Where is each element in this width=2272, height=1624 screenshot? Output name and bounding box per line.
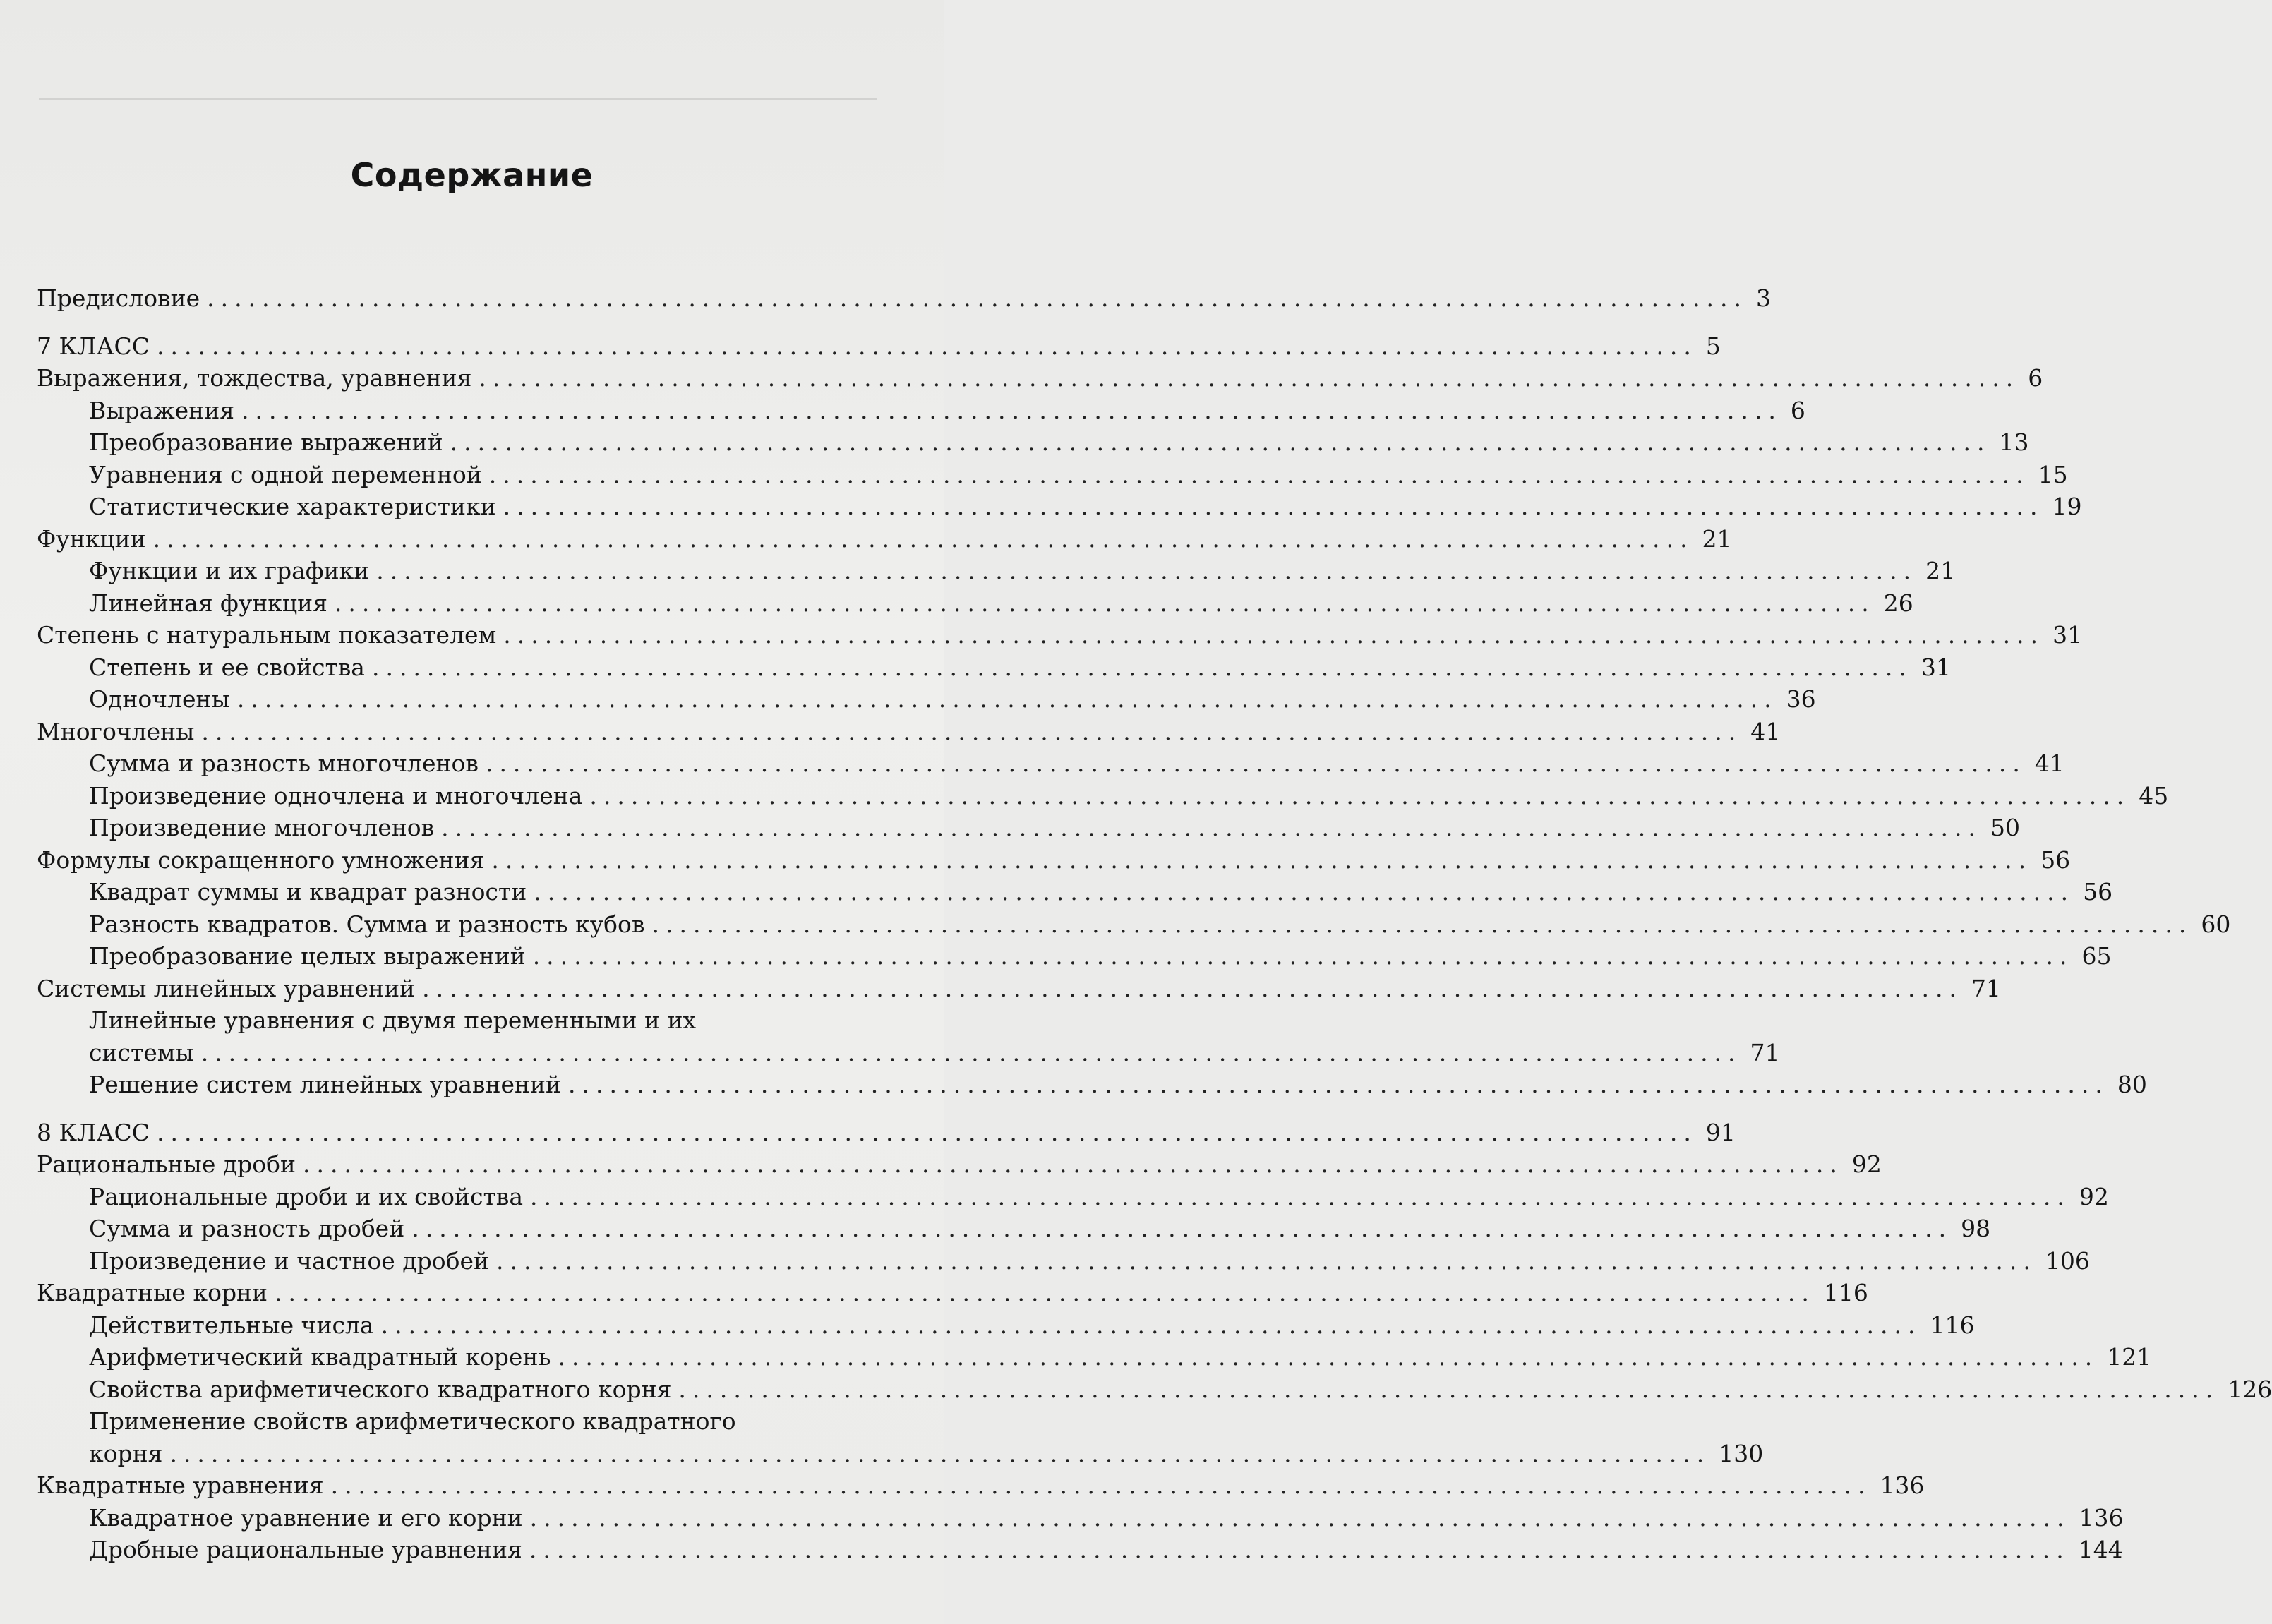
toc-entry-title: Преобразование целых выражений (89, 942, 526, 970)
leader-dots: ................................................................................................................ (558, 1343, 2099, 1371)
toc-grade-heading (37, 330, 1721, 363)
toc-entry-title: Произведение одночлена и многочлена (89, 781, 583, 810)
toc-entry-title: Сумма и разность дробей (89, 1215, 405, 1242)
toc-subentry (37, 1069, 2147, 1101)
toc-entry-page: 41 (1750, 717, 1781, 745)
toc-grade-heading (37, 1117, 1736, 1149)
toc-subentry (37, 1213, 1991, 1245)
toc-entry-title: корня (89, 1439, 163, 1467)
leader-dots: ................................................................................................................ (330, 1472, 1872, 1499)
toc-subentry-line1 (37, 1004, 868, 1037)
toc-entry-title: Выражения (89, 396, 235, 424)
toc-entry-page: 56 (2083, 878, 2113, 906)
toc-entry-page: 91 (1705, 1118, 1736, 1146)
leader-dots: ................................................................................................................ (207, 284, 1748, 312)
toc-entry-title: Квадратное уравнение и его корни (89, 1503, 523, 1532)
leader-dots: ................................................................................................................ (529, 1503, 2071, 1532)
toc-entry-title: Функции (37, 524, 146, 553)
toc-subentry (37, 1181, 2109, 1213)
toc-entry-title: Системы линейных уравнений (37, 974, 416, 1002)
toc-entry-page: 71 (1750, 1038, 1780, 1066)
toc-entry-title: Степень и ее свойства (89, 653, 365, 681)
toc-subentry (37, 651, 1951, 684)
leader-dots: ................................................................................................................ (422, 974, 1963, 1002)
leader-dots: ................................................................................................................ (201, 717, 1743, 745)
toc-entry-title: Дробные рациональные уравнения (89, 1536, 522, 1563)
toc-subentry (37, 395, 1805, 427)
leader-dots: ................................................................................................................ (241, 396, 1782, 424)
toc-entry-title: Квадрат суммы и квадрат разности (89, 878, 527, 906)
toc-entry-page: 36 (1786, 685, 1816, 713)
bleed-through-header (39, 67, 877, 100)
toc-entry-title: Предисловие (37, 284, 200, 312)
toc-entry-page: 106 (2045, 1246, 2090, 1275)
toc-entry-page: 65 (2081, 942, 2112, 970)
leader-dots: ................................................................................................................ (589, 781, 2131, 810)
toc-entry-page: 116 (1823, 1279, 1868, 1306)
toc-subentry (37, 587, 1913, 620)
toc-entry-title: Сумма и разность многочленов (89, 750, 479, 777)
leader-dots: ................................................................................................................ (157, 1118, 1697, 1146)
leader-dots: ................................................................................................................ (488, 460, 2030, 488)
toc-entry-page: 13 (1999, 428, 2029, 456)
leader-dots: ................................................................................................................ (441, 814, 1983, 841)
toc-entry-title: Произведение и частное дробей (89, 1246, 490, 1275)
toc-entry-title: 7 КЛАСС (37, 332, 150, 360)
toc-entry (37, 362, 2043, 395)
toc-entry-page: 92 (2079, 1182, 2109, 1210)
toc-subentry-line1 (37, 1405, 868, 1438)
toc-subentry (37, 1309, 1975, 1342)
leader-dots: ................................................................................................................ (568, 1071, 2109, 1098)
toc-entry-page: 41 (2034, 750, 2064, 777)
toc-entry-page: 92 (1851, 1150, 1882, 1178)
table-of-contents (37, 282, 2272, 1566)
toc-subentry (37, 908, 2231, 941)
toc-entry-page: 31 (2052, 621, 2083, 649)
toc-entry-title: Функции и их графики (89, 557, 370, 584)
toc-subentry-line2 (37, 1037, 1780, 1069)
toc-entry-page: 21 (1925, 557, 1956, 584)
toc-entry-title: Одночлены (89, 685, 230, 713)
toc-entry-page: 50 (1990, 814, 2021, 841)
toc-entry-page: 45 (2139, 781, 2169, 810)
toc-subentry (37, 426, 2029, 459)
toc-entry (37, 619, 2083, 651)
toc-entry-page: 3 (1756, 284, 1772, 312)
toc-entry (37, 523, 1732, 555)
toc-entry-title: Произведение многочленов (89, 814, 435, 841)
toc-subentry (37, 1245, 2090, 1277)
toc-entry-page: 19 (2052, 493, 2082, 520)
toc-entry-page: 130 (1719, 1439, 1764, 1467)
toc-entry-title: 8 КЛАСС (37, 1118, 150, 1146)
toc-subentry (37, 812, 2021, 844)
toc-subentry (37, 747, 2064, 780)
toc-entry-title: Рациональные дроби и их свойства (89, 1182, 523, 1210)
toc-entry-page: 136 (2079, 1503, 2124, 1532)
toc-subentry (37, 1502, 2124, 1534)
toc-entry (37, 716, 1781, 748)
toc-subentry (37, 876, 2113, 908)
toc-entry-title: Формулы сокращенного умножения (37, 846, 485, 874)
toc-entry-title: Линейная функция (89, 589, 327, 617)
toc-entry-page: 6 (1790, 396, 1805, 424)
toc-entry-title: Арифметический квадратный корень (89, 1343, 551, 1371)
leader-dots: ................................................................................................................ (303, 1150, 1844, 1178)
toc-entry-page: 5 (1705, 332, 1721, 360)
toc-entry (37, 1148, 1882, 1181)
toc-entry (37, 1469, 1925, 1502)
toc-subentry (37, 491, 2082, 523)
toc-entry-page: 80 (2117, 1071, 2147, 1098)
leader-dots: ................................................................................................................ (200, 1038, 1742, 1066)
toc-entry-title: Линейные уравнения с двумя переменными и их (89, 1006, 697, 1034)
leader-dots: ................................................................................................................ (376, 557, 1918, 584)
toc-entry-title: системы (89, 1038, 194, 1066)
toc-entry-title: Квадратные уравнения (37, 1472, 324, 1499)
toc-entry-page: 6 (2028, 364, 2043, 392)
leader-dots: ................................................................................................................ (503, 621, 2045, 649)
leader-dots: ................................................................................................................ (503, 493, 2044, 520)
toc-entry-title: Решение систем линейных уравнений (89, 1071, 561, 1098)
toc-entry-page: 144 (2078, 1536, 2123, 1563)
toc-entry-title: Квадратные корни (37, 1279, 268, 1306)
leader-dots: ................................................................................................................ (651, 910, 2193, 938)
toc-entry-title: Применение свойств арифметического квадратного (89, 1407, 736, 1435)
toc-entry (37, 282, 1772, 315)
toc-subentry (37, 683, 1816, 716)
toc-entry-page: 136 (1880, 1472, 1925, 1499)
toc-entry-page: 121 (2107, 1343, 2152, 1371)
toc-entry-page: 71 (1971, 974, 2001, 1002)
leader-dots: ................................................................................................................ (534, 878, 2075, 906)
toc-entry-page: 26 (1883, 589, 1913, 617)
toc-entry (37, 1277, 1868, 1309)
leader-dots: ................................................................................................................ (496, 1246, 2037, 1275)
leader-dots: ................................................................................................................ (275, 1279, 1815, 1306)
leader-dots: ................................................................................................................ (380, 1311, 1922, 1339)
toc-subentry (37, 940, 2112, 973)
toc-entry-title: Рациональные дроби (37, 1150, 296, 1178)
toc-subentry (37, 1341, 2152, 1373)
toc-subentry (37, 780, 2169, 812)
page-title: Содержание (350, 155, 594, 194)
toc-entry-title: Статистические характеристики (89, 493, 496, 520)
leader-dots: ................................................................................................................ (157, 332, 1697, 360)
toc-entry-page: 60 (2201, 910, 2231, 938)
toc-subentry (37, 459, 2068, 491)
toc-entry-title: Степень с натуральным показателем (37, 621, 497, 649)
leader-dots: ................................................................................................................ (532, 942, 2074, 970)
toc-entry-title: Уравнения с одной переменной (89, 460, 482, 488)
toc-entry-page: 56 (2040, 846, 2071, 874)
leader-dots: ................................................................................................................ (152, 524, 1694, 553)
leader-dots: ................................................................................................................ (371, 653, 1913, 681)
toc-entry-title: Выражения, тождества, уравнения (37, 364, 472, 392)
toc-subentry (37, 1534, 2123, 1566)
toc-subentry (37, 555, 1956, 587)
toc-entry-page: 21 (1702, 524, 1732, 553)
leader-dots: ................................................................................................................ (450, 428, 1991, 456)
leader-dots: ................................................................................................................ (236, 685, 1778, 713)
toc-entry-page: 116 (1930, 1311, 1975, 1339)
toc-entry-page: 98 (1961, 1215, 1991, 1242)
toc-entry (37, 973, 2001, 1005)
leader-dots: ................................................................................................................ (485, 750, 2026, 777)
toc-entry (37, 844, 2071, 877)
leader-dots: ................................................................................................................ (530, 1182, 2071, 1210)
toc-entry-page: 126 (2228, 1375, 2272, 1403)
toc-entry-title: Разность квадратов. Сумма и разность кубов (89, 910, 645, 938)
leader-dots: ................................................................................................................ (491, 846, 2033, 874)
toc-entry-title: Действительные числа (89, 1311, 374, 1339)
toc-entry-page: 15 (2038, 460, 2068, 488)
leader-dots: ................................................................................................................ (479, 364, 2020, 392)
toc-subentry-line2 (37, 1438, 1764, 1470)
toc-entry-title: Многочлены (37, 717, 195, 745)
toc-entry-title: Преобразование выражений (89, 428, 443, 456)
leader-dots: ................................................................................................................ (678, 1375, 2220, 1403)
leader-dots: ................................................................................................................ (529, 1536, 2070, 1563)
leader-dots: ................................................................................................................ (169, 1439, 1711, 1467)
toc-entry-title: Свойства арифметического квадратного корня (89, 1375, 672, 1403)
leader-dots: ................................................................................................................ (334, 589, 1875, 617)
leader-dots: ................................................................................................................ (411, 1215, 1953, 1242)
toc-subentry (37, 1373, 2272, 1406)
toc-entry-page: 31 (1921, 653, 1951, 681)
